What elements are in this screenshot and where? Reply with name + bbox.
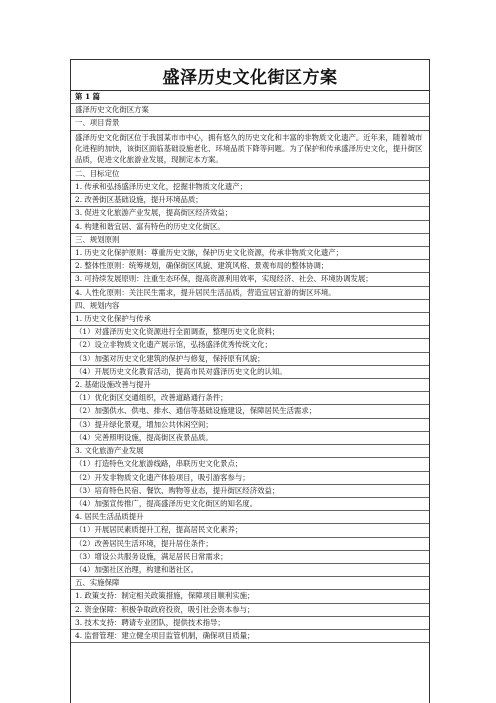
content-rows xyxy=(71,91,429,643)
document-table xyxy=(70,59,430,703)
content-line: 2. 基础设施改善与提升 xyxy=(71,379,429,392)
content-line: （1）对盛泽历史文化资源进行全面调查，整理历史文化资料； xyxy=(71,326,429,339)
content-line: （2）加强供水、供电、排水、通信等基础设施建设，保障居民生活需求； xyxy=(71,405,429,418)
content-line: 1. 历史文化保护与传承 xyxy=(71,313,429,326)
content-line: 4. 构建和谐宜居、富有特色的历史文化街区。 xyxy=(71,221,429,234)
content-line: 二、目标定位 xyxy=(71,168,429,181)
content-line: （4）加强社区治理，构建和谐社区。 xyxy=(71,564,429,577)
content-line: 3. 可持续发展原则：注重生态环保，提高资源利用效率，实现经济、社会、环境协调发展； xyxy=(71,273,429,286)
content-line: 1. 历史文化保护原则：尊重历史文脉，保护历史文化资源，传承非物质文化遗产； xyxy=(71,247,429,260)
content-line: 三、规划原则 xyxy=(71,234,429,247)
content-line: （4）开展历史文化教育活动，提高市民对盛泽历史文化的认知。 xyxy=(71,366,429,379)
content-line: 4. 居民生活品质提升 xyxy=(71,511,429,524)
content-line: 3. 文化旅游产业发展 xyxy=(71,445,429,458)
content-line: 四、规划内容 xyxy=(71,300,429,313)
content-line: （1）开展居民素质提升工程，提高居民文化素养； xyxy=(71,524,429,537)
content-line: 3. 技术支持：聘请专业团队，提供技术指导； xyxy=(71,617,429,630)
content-line: 盛泽历史文化街区方案 xyxy=(71,104,429,117)
content-line: 一、项目背景 xyxy=(71,117,429,130)
content-line: （1）打造特色文化旅游线路，串联历史文化景点； xyxy=(71,458,429,471)
content-line: （1）优化街区交通组织，改善道路通行条件； xyxy=(71,392,429,405)
content-line: （3）加强对历史文化建筑的保护与修复，保持原有风貌； xyxy=(71,353,429,366)
content-line: （2）设立非物质文化遗产展示馆，弘扬盛泽优秀传统文化； xyxy=(71,339,429,352)
content-line: 4. 人性化原则：关注民生需求，提升居民生活品质，营造宜居宜游的街区环境。 xyxy=(71,287,429,300)
content-line: 2. 改善街区基础设施，提升环境品质； xyxy=(71,194,429,207)
content-line: 五、实施保障 xyxy=(71,577,429,590)
content-line: 3. 促进文化旅游产业发展，提高街区经济效益； xyxy=(71,207,429,220)
content-line: （2）改善居民生活环境，提升居住条件； xyxy=(71,538,429,551)
content-line: 1. 政策支持：制定相关政策措施，保障项目顺利实施； xyxy=(71,590,429,603)
content-line: （2）开发非物质文化遗产体验项目，吸引游客参与； xyxy=(71,472,429,485)
content-line: （4）完善照明设施，提高街区夜景品质。 xyxy=(71,432,429,445)
content-line: 4. 监督管理：建立健全项目监管机制，确保项目质量； xyxy=(71,630,429,643)
content-line: （3）提升绿化景观，增加公共休闲空间； xyxy=(71,419,429,432)
content-line: 1. 传承和弘扬盛泽历史文化，挖掘非物质文化遗产； xyxy=(71,181,429,194)
content-line: 第 1 篇 xyxy=(71,91,429,104)
content-line: （3）增设公共服务设施，满足居民日常需求； xyxy=(71,551,429,564)
document-title: 盛泽历史文化街区方案 xyxy=(162,67,338,88)
content-line: （3）培育特色民宿、餐饮、购物等业态，提升街区经济效益； xyxy=(71,485,429,498)
content-line: 2. 资金保障：积极争取政府投资，吸引社会资本参与； xyxy=(71,604,429,617)
title-row xyxy=(71,60,429,91)
content-line: （4）加强宣传推广，提高盛泽历史文化街区的知名度。 xyxy=(71,498,429,511)
content-line: 盛泽历史文化街区位于我国某市市中心，拥有悠久的历史文化和丰富的非物质文化遗产。近年来，随着城市化进程的加快，该街区面临基础设施老化、环境品质下降等问题。为了保护和传承盛泽历史文化，提升街区品质，促进文化旅游业发展，现制定本方案。 xyxy=(71,131,429,168)
content-line: 2. 整体性原则：统筹规划，确保街区风貌、建筑风格、景观布局的整体协调； xyxy=(71,260,429,273)
